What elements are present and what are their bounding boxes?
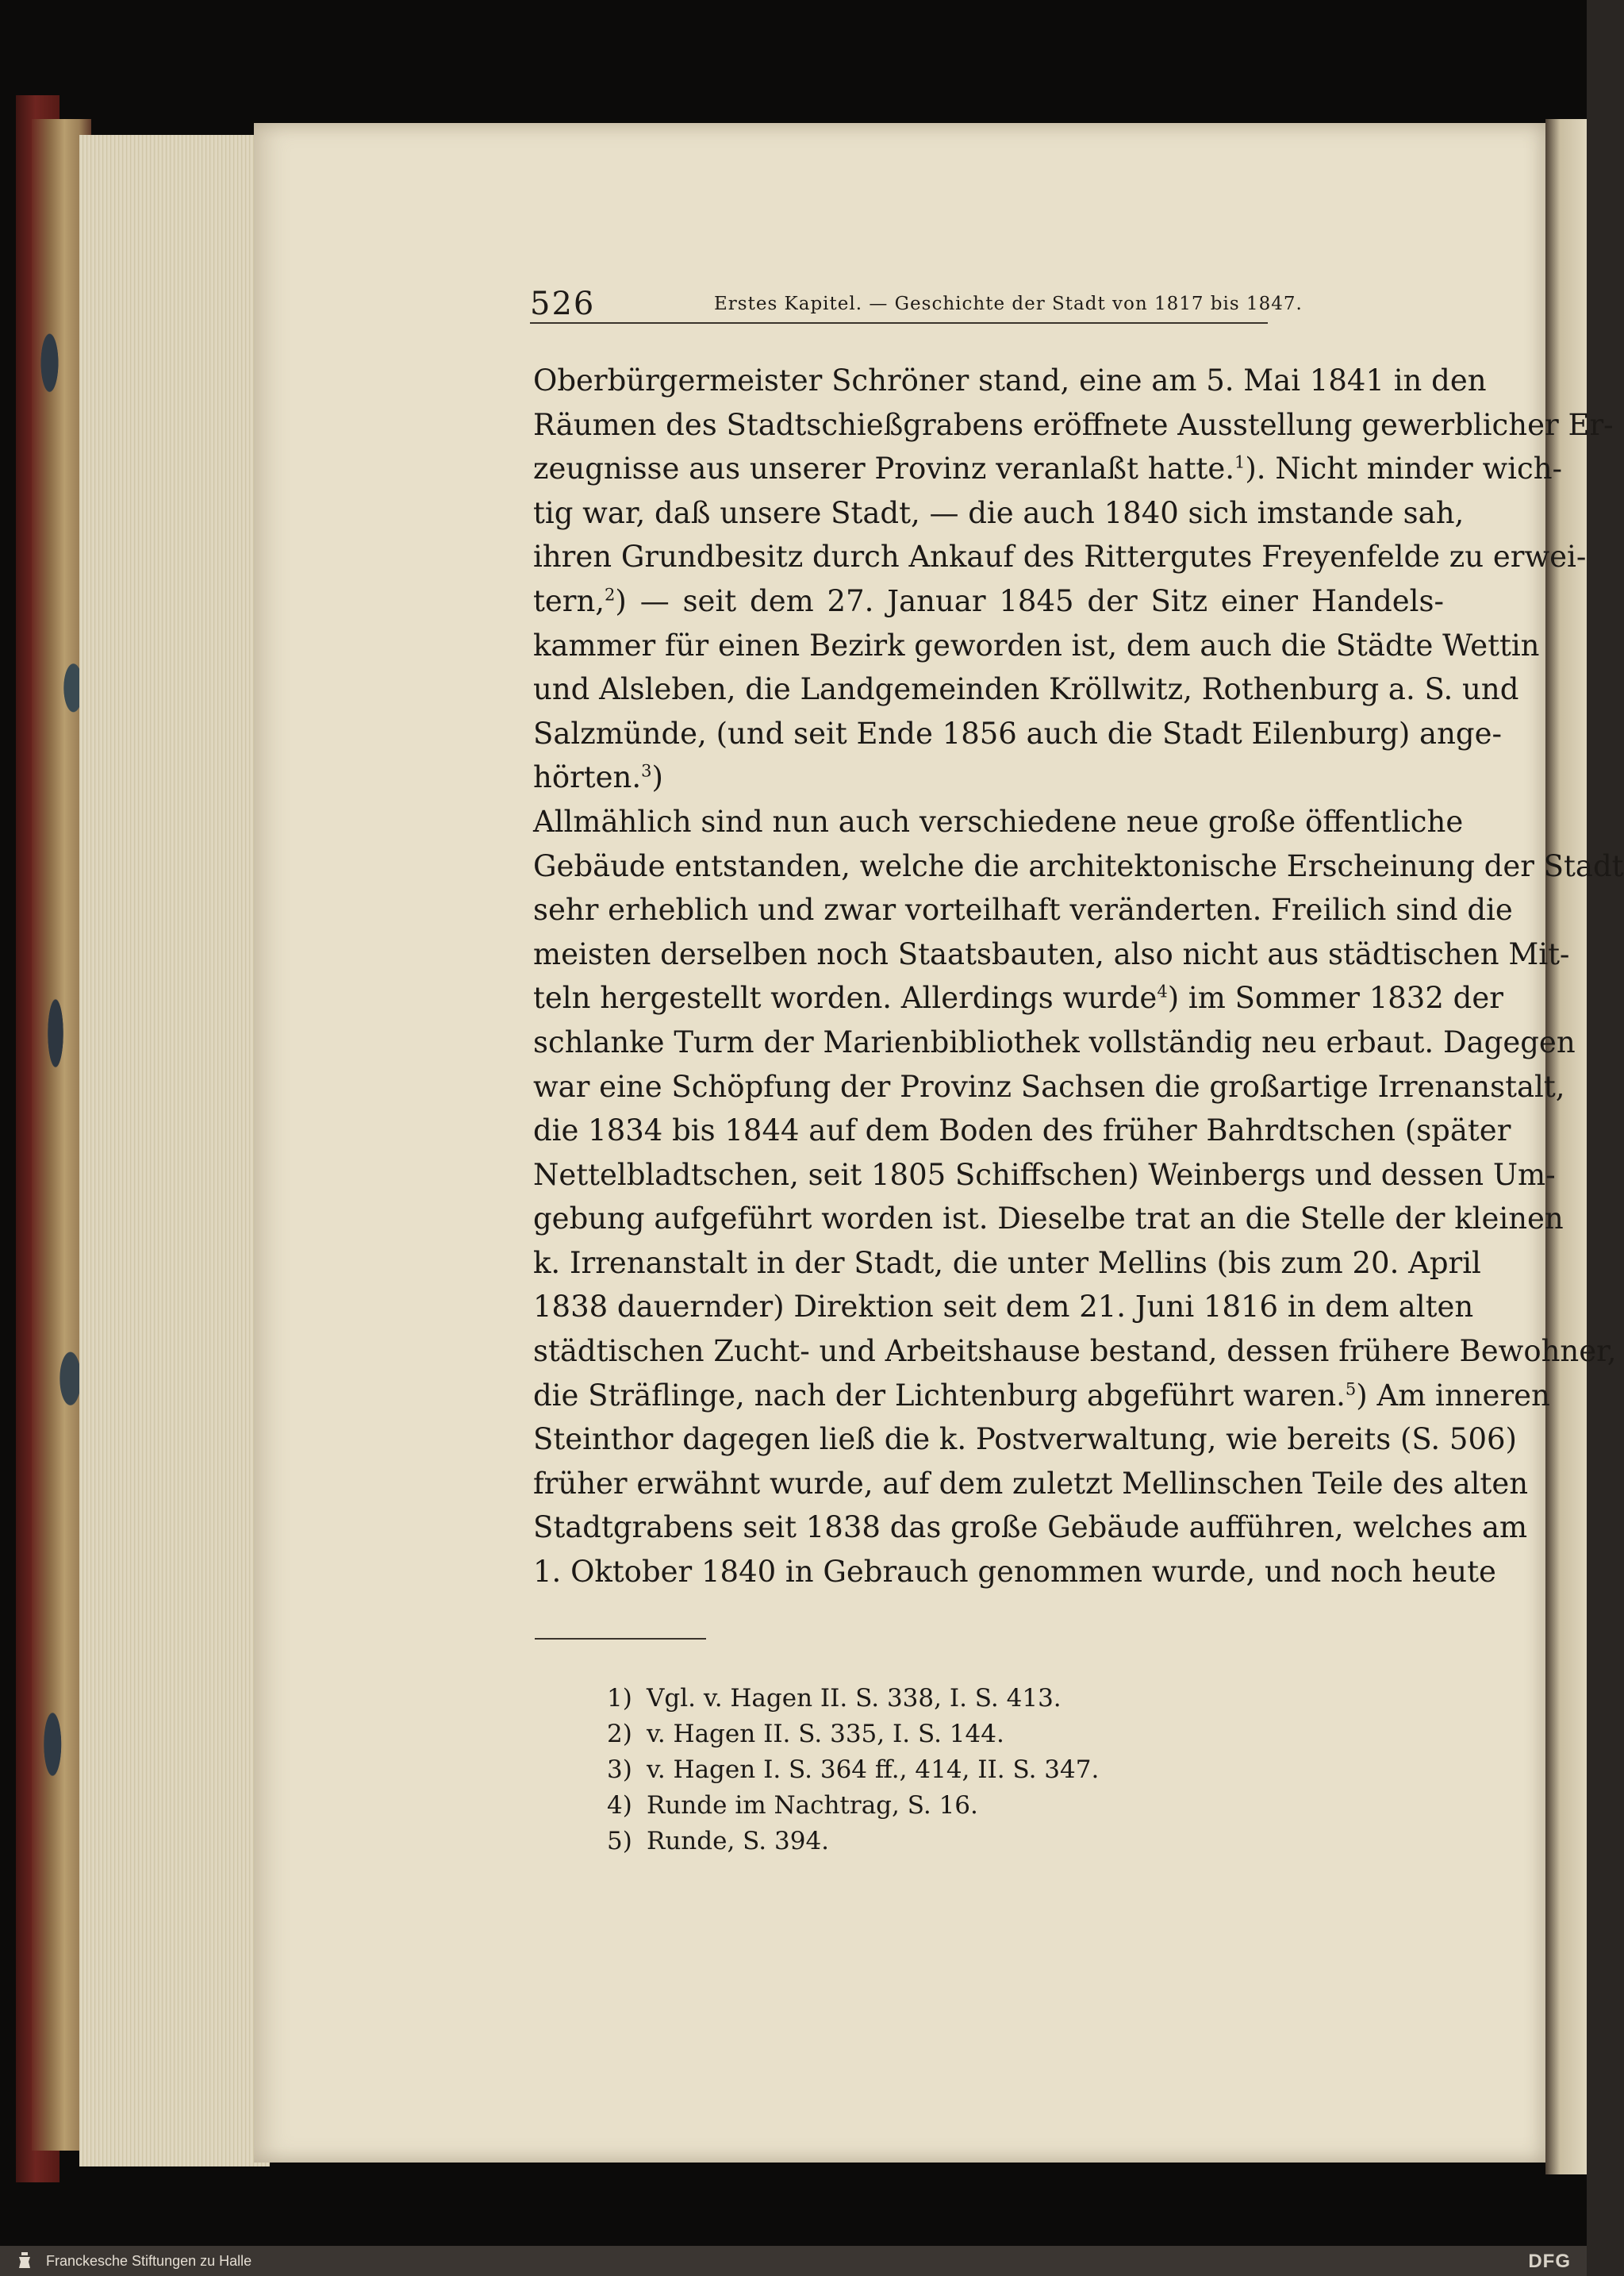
text-line-main: tern,	[533, 583, 605, 618]
text-line	[533, 1285, 1474, 1329]
text-line-main: k. Irrenanstalt in der Stadt, die unter Mellins (bis zum 20. April	[533, 1245, 1481, 1280]
footnote	[607, 1717, 1099, 1752]
text-line-main: städtischen Zucht- und Arbeitshause bestand, dessen frühere Bewohner,	[533, 1334, 1617, 1369]
footnote-text: v. Hagen I. S. 364 ff., 414, II. S. 347.	[647, 1755, 1100, 1784]
text-line-continuation: ) Am inneren	[1356, 1378, 1550, 1413]
text-line	[533, 1374, 1550, 1418]
text-line-main: gebung aufgeführt worden ist. Dieselbe trat an die Stelle der kleinen	[533, 1201, 1564, 1236]
footnote-marker: 1	[1234, 452, 1246, 472]
text-line	[533, 844, 1624, 889]
text-line	[533, 888, 1513, 932]
text-line	[533, 1021, 1576, 1065]
text-line-main: hörten.	[533, 760, 642, 795]
footnote-text: Vgl. v. Hagen II. S. 338, I. S. 413.	[647, 1684, 1062, 1713]
text-line	[533, 1329, 1617, 1374]
page-number: 526	[530, 286, 596, 322]
footnotes	[607, 1681, 1099, 1859]
footnote-marker: 3	[641, 762, 652, 782]
text-line	[533, 1462, 1529, 1506]
footnote-number: 4)	[607, 1791, 632, 1820]
text-line-continuation: )	[651, 760, 663, 795]
text-line	[533, 579, 1444, 624]
text-line-main: Räumen des Stadtschießgrabens eröffnete Ausstellung gewerblicher Er-	[533, 407, 1614, 442]
text-line-main: sehr erheblich und zwar vorteilhaft veränderten. Freilich sind die	[533, 893, 1513, 928]
text-line	[533, 359, 1487, 403]
page-stack	[79, 135, 270, 2166]
footnote-marker: 5	[1345, 1379, 1357, 1399]
running-head-title: Erstes Kapitel. — Geschichte der Stadt von 1817 bis 1847.	[714, 294, 1303, 314]
footnote	[607, 1681, 1099, 1717]
text-line-main: Allmählich sind nun auch verschiedene neue große öffentliche	[533, 804, 1464, 839]
text-line-main: schlanke Turm der Marienbibliothek vollständig neu erbaut. Dagegen	[533, 1025, 1576, 1059]
text-line-main: teln hergestellt worden. Allerdings wurde	[533, 981, 1158, 1016]
text-line	[533, 755, 1444, 800]
dfg-logo: DFG	[1528, 2251, 1571, 2272]
footnote-number: 1)	[607, 1684, 632, 1713]
text-line-main: Nettelbladtschen, seit 1805 Schiffschen) Weinbergs und dessen Um-	[533, 1157, 1556, 1192]
text-line	[533, 1241, 1481, 1286]
footnote	[607, 1752, 1099, 1788]
text-line	[533, 1505, 1528, 1550]
text-line-main: kammer für einen Bezirk geworden ist, dem auch die Städte Wettin	[533, 628, 1540, 663]
text-line-main: früher erwähnt wurde, auf dem zuletzt Mellinschen Teile des alten	[533, 1466, 1529, 1501]
footnote	[607, 1824, 1099, 1859]
footnote-text: Runde im Nachtrag, S. 16.	[647, 1791, 978, 1820]
text-line	[533, 624, 1540, 668]
text-line-main: Steinthor dagegen ließ die k. Postverwaltung, wie bereits (S. 506)	[533, 1422, 1517, 1457]
text-line	[533, 712, 1502, 756]
text-line-main: Oberbürgermeister Schröner stand, eine am 5. Mai 1841 in den	[533, 363, 1487, 398]
text-line-main: zeugnisse aus unserer Provinz veranlaßt hatte.	[533, 452, 1234, 486]
text-line-main: war eine Schöpfung der Provinz Sachsen die großartige Irrenanstalt,	[533, 1069, 1565, 1104]
footnote-marker: 2	[605, 585, 616, 605]
running-head	[530, 284, 1303, 324]
text-line	[533, 1550, 1496, 1594]
body-text	[533, 359, 1624, 1594]
text-line-main: die 1834 bis 1844 auf dem Boden des früher Bahrdtschen (später	[533, 1113, 1511, 1148]
text-line-main: meisten derselben noch Staatsbauten, also nicht aus städtischen Mit-	[533, 936, 1570, 971]
text-line	[533, 800, 1464, 844]
institution-logo-icon	[14, 2251, 35, 2271]
footnote-text: v. Hagen II. S. 335, I. S. 144.	[647, 1720, 1004, 1748]
footnote-number: 2)	[607, 1720, 632, 1748]
text-line	[533, 976, 1503, 1021]
text-line	[533, 1197, 1564, 1241]
text-line-continuation: ) im Sommer 1832 der	[1167, 981, 1503, 1016]
text-line	[533, 1109, 1511, 1153]
footnote-marker: 4	[1157, 982, 1168, 1002]
footnote	[607, 1788, 1099, 1824]
footnote-number: 5)	[607, 1827, 632, 1855]
viewer-footer	[0, 2246, 1587, 2276]
text-line	[533, 1153, 1556, 1198]
text-line	[533, 535, 1587, 579]
text-line-main: und Alsleben, die Landgemeinden Kröllwitz, Rothenburg a. S. und	[533, 672, 1519, 707]
footnote-divider	[535, 1638, 706, 1640]
text-line	[533, 1417, 1517, 1462]
text-line-main: tig war, daß unsere Stadt, — die auch 1840 sich imstande sah,	[533, 495, 1465, 530]
text-line-main: Salzmünde, (und seit Ende 1856 auch die Stadt Eilenburg) ange-	[533, 716, 1502, 751]
text-line-main: 1838 dauernder) Direktion seit dem 21. Juni 1816 in dem alten	[533, 1290, 1474, 1324]
text-line	[533, 932, 1570, 977]
text-line	[533, 1065, 1565, 1109]
text-line	[533, 447, 1563, 491]
footnote-text: Runde, S. 394.	[647, 1827, 830, 1855]
text-line-main: 1. Oktober 1840 in Gebrauch genommen wurde, und noch heute	[533, 1555, 1496, 1590]
text-line-continuation: ). Nicht minder wich-	[1245, 452, 1563, 486]
footnote-number: 3)	[607, 1755, 632, 1784]
text-line	[533, 667, 1519, 712]
text-line-main: Stadtgrabens seit 1838 das große Gebäude aufführen, welches am	[533, 1510, 1528, 1545]
text-line-main: die Sträflinge, nach der Lichtenburg abgeführt waren.	[533, 1378, 1346, 1413]
text-line	[533, 491, 1465, 536]
text-line-continuation: ) — seit dem 27. Januar 1845 der Sitz einer Handels-	[615, 583, 1444, 618]
text-line-main: Gebäude entstanden, welche die architektonische Erscheinung der Stadt	[533, 848, 1624, 883]
text-line	[533, 403, 1614, 448]
text-line-main: ihren Grundbesitz durch Ankauf des Rittergutes Freyenfelde zu erwei-	[533, 540, 1587, 575]
institution-name: Franckesche Stiftungen zu Halle	[46, 2253, 252, 2269]
